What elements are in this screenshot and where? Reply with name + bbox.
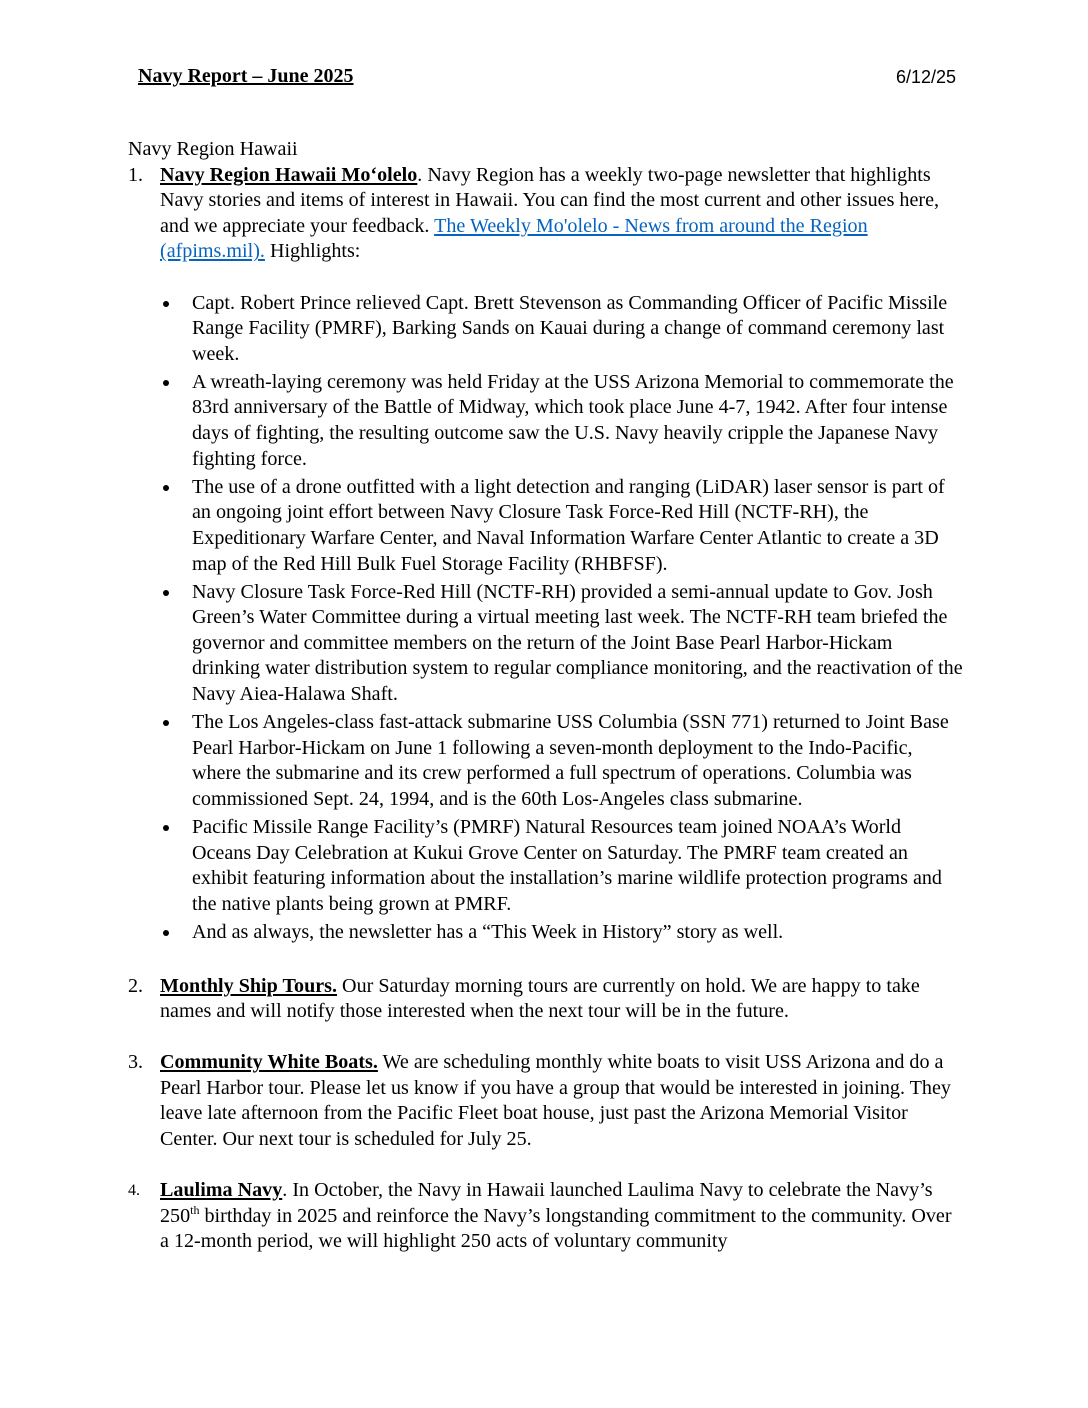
spacer <box>128 1025 964 1051</box>
list-item <box>128 580 964 708</box>
item-title: Community White Boats. <box>160 1051 378 1074</box>
item-text: We are scheduling monthly white boats to visit USS Arizona and do a Pearl Harbor tour. Please let us know if you have a group that would be interested in joining. They leave late afternoon from the Pacific Fleet boat house, just past the Arizona Memorial Visitor Center. Our next tour is scheduled for July 25. <box>160 1051 951 1151</box>
list-item-text: Navy Closure Task Force-Red Hill (NCTF-RH) provided a semi-annual update to Gov. Josh Green’s Water Committee during a virtual meeting last week. The NCTF-RH team briefed the governor and committee members on the return of the Joint Base Pearl Harbor-Hickam drinking water distribution system to regular compliance monitoring, and the reactivation of the Navy Aiea-Halawa Shaft. <box>192 580 963 705</box>
bullet-icon <box>163 720 169 726</box>
highlights-list <box>128 291 964 946</box>
list-item-text: Pacific Missile Range Facility’s (PMRF) Natural Resources team joined NOAA’s World Oceans Day Celebration at Kukui Grove Center on Saturday. The PMRF team created an exhibit featuring information about the installation’s marine wildlife protection programs and the native plants being grown at PMRF. <box>192 815 942 915</box>
bullet-icon <box>163 301 169 307</box>
item-paragraph <box>160 974 964 1025</box>
item-text: . In October, the Navy in Hawaii launched Laulima Navy to celebrate the Navy’s 250 <box>160 1179 933 1227</box>
list-item-text: The use of a drone outfitted with a light detection and ranging (LiDAR) laser sensor is part of an ongoing joint effort between Navy Closure Task Force-Red Hill (NCTF-RH), the Expeditionary Warfare Center, and Naval Information Warfare Center Atlantic to create a 3D map of the Red Hill Bulk Fuel Storage Facility (RHBFSF). <box>192 475 945 575</box>
list-item-text: A wreath-laying ceremony was held Friday at the USS Arizona Memorial to commemorate the 83rd anniversary of the Battle of Midway, which took place June 4-7, 1942. After four intense days of fighting, the resulting outcome saw the U.S. Navy heavily cripple the Japanese Navy fighting force. <box>192 370 954 470</box>
item-text: Our Saturday morning tours are currently on hold. We are happy to take names and will notify those interested when the next tour will be in the future. <box>160 974 920 1023</box>
item-text-after-link: Highlights: <box>264 240 361 263</box>
list-item-text: Capt. Robert Prince relieved Capt. Brett Stevenson as Commanding Officer of Pacific Missile Range Facility (PMRF), Barking Sands on Kauai during a change of command ceremony last week. <box>192 291 948 365</box>
item-text-continued: birthday in 2025 and reinforce the Navy’s longstanding commitment to the community. Over a 12-month period, we will highlight 250 acts of voluntary community <box>160 1204 952 1253</box>
list-item <box>128 710 964 812</box>
bullet-icon <box>163 485 169 491</box>
bullet-icon <box>163 930 169 936</box>
report-date: 6/12/25 <box>896 67 957 87</box>
spacer <box>128 948 964 974</box>
item-paragraph <box>160 163 964 265</box>
item-paragraph <box>160 1178 964 1255</box>
spacer <box>128 1153 964 1179</box>
item-number: 3. <box>128 1051 144 1074</box>
item-title: Laulima Navy <box>160 1179 283 1202</box>
list-item <box>128 370 964 472</box>
item-paragraph <box>160 1050 964 1152</box>
molelo-link[interactable]: The Weekly Mo'olelo - News from around the Region (afpims.mil). <box>160 214 868 263</box>
item-text: . Navy Region has a weekly two-page newsletter that highlights Navy stories and items of interest in Hawaii. You can find the most current and other issues here, and we appreciate your feedback. <box>160 163 940 237</box>
report-body <box>128 137 964 1255</box>
item-title: Monthly Ship Tours. <box>160 974 338 997</box>
list-item <box>128 815 964 917</box>
list-item-text: And as always, the newsletter has a “This Week in History” story as well. <box>192 920 784 943</box>
item-ship-tours <box>128 974 964 1025</box>
report-title: Navy Report – June 2025 <box>138 65 354 87</box>
list-item <box>128 920 964 946</box>
bullet-icon <box>163 825 169 831</box>
item-number: 2. <box>128 974 144 997</box>
bullet-icon <box>163 590 169 596</box>
item-white-boats <box>128 1050 964 1152</box>
ordinal-suffix: th <box>190 1202 200 1217</box>
item-number: 4. <box>128 1182 140 1200</box>
item-number: 1. <box>128 163 144 186</box>
list-item <box>128 475 964 577</box>
item-molelo <box>128 163 964 265</box>
bullet-icon <box>163 380 169 386</box>
item-title: Navy Region Hawaii Mo‘olelo <box>160 163 418 186</box>
list-item-text: The Los Angeles-class fast-attack submarine USS Columbia (SSN 771) returned to Joint Base Pearl Harbor-Hickam on June 1 following a seven-month deployment to the Indo-Pacific, where the submarine and its crew performed a full spectrum of operations. Columbia was commissioned Sept. 24, 1994, and is the 60th Los-Angeles class submarine. <box>192 711 949 810</box>
list-item <box>128 291 964 368</box>
spacer <box>128 265 964 291</box>
region-heading: Navy Region Hawaii <box>128 138 298 160</box>
item-laulima <box>128 1178 964 1255</box>
